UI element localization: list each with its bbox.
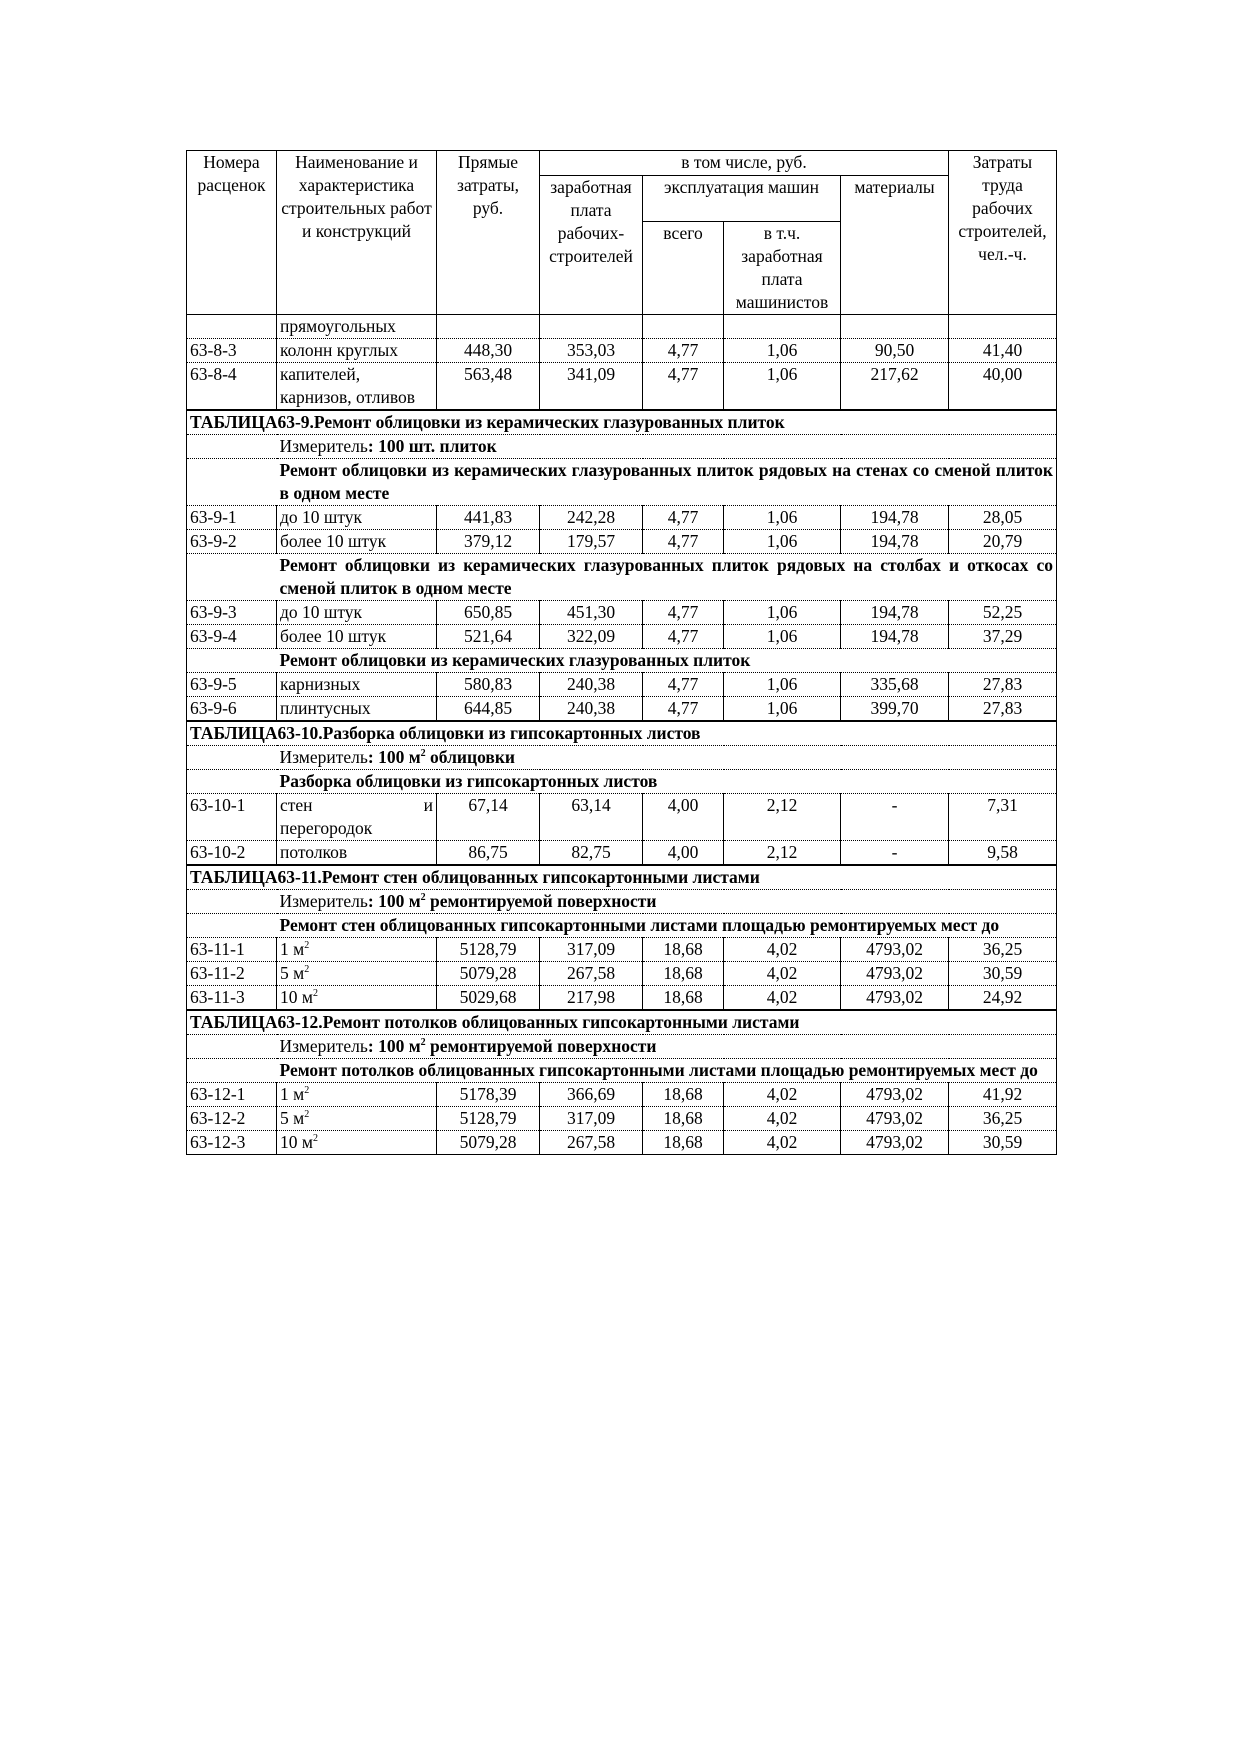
table-row	[187, 1083, 1057, 1107]
group-heading: Ремонт облицовки из керамических глазурованных плиток рядовых на столбах и откосах со сменой плиток в одном месте	[277, 554, 1057, 601]
labor-cell: 9,58	[949, 841, 1057, 866]
measure-unit-tail: облицовки	[425, 747, 515, 767]
machine-total-cell: 18,68	[643, 1107, 724, 1131]
machine-total-cell: 18,68	[643, 1131, 724, 1155]
materials-cell: -	[841, 841, 949, 866]
section-title: ТАБЛИЦА63-12.Ремонт потолков облицованных гипсокартонными листами	[187, 1010, 1057, 1035]
materials-cell: 4793,02	[841, 986, 949, 1011]
direct-costs-cell: 580,83	[437, 673, 540, 697]
area-exponent: 2	[304, 964, 310, 976]
work-name-cell	[277, 1131, 437, 1155]
empty-cell	[187, 1059, 277, 1083]
empty-cell	[187, 649, 277, 673]
work-name-cell	[277, 1107, 437, 1131]
measure-unit-value: : 100 м	[367, 1036, 421, 1056]
rate-code-cell: 63-11-2	[187, 962, 277, 986]
empty-cell	[187, 890, 277, 914]
rate-code-cell: 63-10-2	[187, 841, 277, 866]
measure-unit-row	[187, 1035, 1057, 1059]
machine-total-cell: 18,68	[643, 986, 724, 1011]
work-name-cell: капителей, карнизов, отливов	[277, 363, 437, 411]
table-row	[187, 938, 1057, 962]
table-header	[187, 151, 1057, 315]
machinist-wages-cell: 4,02	[724, 986, 841, 1011]
direct-costs-cell: 5079,28	[437, 1131, 540, 1155]
work-name-cell: более 10 штук	[277, 530, 437, 554]
machine-total-cell: 4,77	[643, 601, 724, 625]
wages-cell: 242,28	[540, 506, 643, 530]
materials-cell: 194,78	[841, 530, 949, 554]
machine-total-cell: 4,77	[643, 673, 724, 697]
section-title: ТАБЛИЦА63-11.Ремонт стен облицованных гипсокартонными листами	[187, 865, 1057, 890]
materials-cell: 217,62	[841, 363, 949, 411]
table-row	[187, 315, 1057, 339]
wages-cell: 317,09	[540, 938, 643, 962]
empty-cell	[187, 435, 277, 459]
work-name-cell	[277, 962, 437, 986]
group-heading-row	[187, 1059, 1057, 1083]
empty-cell	[724, 315, 841, 339]
machinist-wages-cell: 1,06	[724, 673, 841, 697]
group-heading: Ремонт стен облицованных гипсокартонными листами площадью ремонтируемых мест до	[277, 914, 1057, 938]
labor-cell: 24,92	[949, 986, 1057, 1011]
wages-cell: 179,57	[540, 530, 643, 554]
rate-code-cell: 63-9-6	[187, 697, 277, 722]
work-name-cell: прямоугольных	[277, 315, 437, 339]
group-heading: Ремонт потолков облицованных гипсокартонными листами площадью ремонтируемых мест до	[277, 1059, 1057, 1083]
table-body	[187, 315, 1057, 1155]
machinist-wages-cell: 4,02	[724, 1107, 841, 1131]
area-exponent: 2	[304, 1109, 310, 1121]
table-row	[187, 363, 1057, 411]
wages-cell: 63,14	[540, 794, 643, 841]
header-wages: заработная плата рабочих-строителей	[540, 176, 643, 315]
rate-code-cell: 63-9-3	[187, 601, 277, 625]
machinist-wages-cell: 4,02	[724, 962, 841, 986]
measure-unit-value: : 100 м	[367, 747, 421, 767]
rate-code-cell: 63-9-2	[187, 530, 277, 554]
measure-unit-row	[187, 435, 1057, 459]
wages-cell: 217,98	[540, 986, 643, 1011]
labor-cell: 36,25	[949, 1107, 1057, 1131]
machine-total-cell: 4,77	[643, 530, 724, 554]
group-heading-row	[187, 554, 1057, 601]
materials-cell: 194,78	[841, 601, 949, 625]
group-heading-row	[187, 649, 1057, 673]
direct-costs-cell: 5178,39	[437, 1083, 540, 1107]
direct-costs-cell: 650,85	[437, 601, 540, 625]
work-name-cell: потолков	[277, 841, 437, 866]
materials-cell: 194,78	[841, 506, 949, 530]
direct-costs-cell: 67,14	[437, 794, 540, 841]
materials-cell: 4793,02	[841, 962, 949, 986]
machinist-wages-cell: 1,06	[724, 506, 841, 530]
area-value: 10 м	[280, 1132, 313, 1152]
empty-cell	[187, 746, 277, 770]
table-row	[187, 794, 1057, 841]
section-title: ТАБЛИЦА63-9.Ремонт облицовки из керамических глазурованных плиток	[187, 410, 1057, 435]
measure-unit-exponent: 2	[420, 1037, 426, 1049]
machine-total-cell: 4,77	[643, 625, 724, 649]
direct-costs-cell: 521,64	[437, 625, 540, 649]
wages-cell: 317,09	[540, 1107, 643, 1131]
wages-cell: 267,58	[540, 962, 643, 986]
empty-cell	[540, 315, 643, 339]
area-exponent: 2	[312, 1133, 318, 1145]
measure-unit-label: Измеритель	[279, 1036, 368, 1056]
wages-cell: 451,30	[540, 601, 643, 625]
direct-costs-cell: 563,48	[437, 363, 540, 411]
labor-cell: 41,92	[949, 1083, 1057, 1107]
direct-costs-cell: 448,30	[437, 339, 540, 363]
labor-cell: 30,59	[949, 1131, 1057, 1155]
direct-costs-cell: 5128,79	[437, 1107, 540, 1131]
empty-cell	[187, 554, 277, 601]
direct-costs-cell: 644,85	[437, 697, 540, 722]
group-heading: Ремонт облицовки из керамических глазурованных плиток рядовых на стенах со сменой плиток в одном месте	[277, 459, 1057, 506]
group-heading-row	[187, 459, 1057, 506]
materials-cell: 4793,02	[841, 1131, 949, 1155]
labor-cell: 20,79	[949, 530, 1057, 554]
work-name-cell	[277, 1083, 437, 1107]
table-row	[187, 1131, 1057, 1155]
labor-cell: 30,59	[949, 962, 1057, 986]
table-row	[187, 625, 1057, 649]
measure-unit-row	[187, 746, 1057, 770]
area-exponent: 2	[304, 940, 310, 952]
section-title: ТАБЛИЦА63-10.Разборка облицовки из гипсокартонных листов	[187, 721, 1057, 746]
table-row	[187, 506, 1057, 530]
measure-unit-label: Измеритель	[279, 436, 368, 456]
area-value: 10 м	[280, 987, 313, 1007]
rate-code-cell: 63-8-3	[187, 339, 277, 363]
table-row	[187, 1107, 1057, 1131]
labor-cell: 28,05	[949, 506, 1057, 530]
measure-unit	[277, 890, 1057, 914]
header-machine-operation: эксплуатация машин	[643, 176, 841, 222]
rate-code-cell: 63-9-5	[187, 673, 277, 697]
work-name-part: стен	[280, 795, 313, 815]
section-title-row	[187, 721, 1057, 746]
work-name-part: перегородок	[280, 818, 373, 838]
section-title-row	[187, 865, 1057, 890]
materials-cell: 194,78	[841, 625, 949, 649]
work-name-cell: до 10 штук	[277, 601, 437, 625]
machine-total-cell: 4,00	[643, 841, 724, 866]
area-exponent: 2	[312, 988, 318, 1000]
empty-cell	[187, 770, 277, 794]
wages-cell: 353,03	[540, 339, 643, 363]
measure-unit-label: Измеритель	[279, 747, 368, 767]
measure-unit	[277, 746, 1057, 770]
area-value: 1 м	[280, 1084, 305, 1104]
table-row	[187, 962, 1057, 986]
header-direct-costs: Прямые затраты, руб.	[437, 151, 540, 315]
machine-total-cell: 4,77	[643, 506, 724, 530]
area-exponent: 2	[304, 1085, 310, 1097]
measure-unit-tail: ремонтируемой поверхности	[425, 1036, 657, 1056]
empty-cell	[437, 315, 540, 339]
machinist-wages-cell: 4,02	[724, 1083, 841, 1107]
table-row	[187, 601, 1057, 625]
empty-cell	[841, 315, 949, 339]
rate-code-cell: 63-9-4	[187, 625, 277, 649]
measure-unit-tail: ремонтируемой поверхности	[425, 891, 657, 911]
materials-cell: 399,70	[841, 697, 949, 722]
measure-unit-exponent: 2	[420, 892, 426, 904]
machine-total-cell: 4,77	[643, 339, 724, 363]
machine-total-cell: 4,77	[643, 363, 724, 411]
empty-cell	[949, 315, 1057, 339]
machinist-wages-cell: 1,06	[724, 601, 841, 625]
group-heading-row	[187, 914, 1057, 938]
group-heading: Ремонт облицовки из керамических глазурованных плиток	[277, 649, 1057, 673]
machine-total-cell: 18,68	[643, 1083, 724, 1107]
materials-cell: 4793,02	[841, 1107, 949, 1131]
machinist-wages-cell: 4,02	[724, 938, 841, 962]
measure-unit-exponent: 2	[420, 748, 426, 760]
wages-cell: 267,58	[540, 1131, 643, 1155]
work-name-cell: до 10 штук	[277, 506, 437, 530]
work-name-cell: плинтусных	[277, 697, 437, 722]
work-name-cell	[277, 938, 437, 962]
work-name-cell: карнизных	[277, 673, 437, 697]
measure-unit-label: Измеритель	[279, 891, 368, 911]
machine-total-cell: 4,77	[643, 697, 724, 722]
section-title-row	[187, 1010, 1057, 1035]
area-value: 5 м	[280, 963, 305, 983]
machinist-wages-cell: 1,06	[724, 625, 841, 649]
direct-costs-cell: 5029,68	[437, 986, 540, 1011]
wages-cell: 240,38	[540, 673, 643, 697]
group-heading-row	[187, 770, 1057, 794]
machinist-wages-cell: 1,06	[724, 697, 841, 722]
direct-costs-cell: 441,83	[437, 506, 540, 530]
header-rate-number: Номера расценок	[187, 151, 277, 315]
direct-costs-cell: 379,12	[437, 530, 540, 554]
empty-cell	[187, 914, 277, 938]
header-materials: материалы	[841, 176, 949, 315]
header-machine-total: всего	[643, 222, 724, 315]
rate-code-cell: 63-12-1	[187, 1083, 277, 1107]
machinist-wages-cell: 1,06	[724, 339, 841, 363]
rate-code-cell: 63-8-4	[187, 363, 277, 411]
direct-costs-cell: 5079,28	[437, 962, 540, 986]
empty-cell	[187, 315, 277, 339]
labor-cell: 37,29	[949, 625, 1057, 649]
wages-cell: 322,09	[540, 625, 643, 649]
direct-costs-cell: 86,75	[437, 841, 540, 866]
wages-cell: 366,69	[540, 1083, 643, 1107]
measure-unit-value: : 100 м	[367, 891, 421, 911]
labor-cell: 40,00	[949, 363, 1057, 411]
table-row	[187, 673, 1057, 697]
header-including: в том числе, руб.	[540, 151, 949, 176]
labor-cell: 36,25	[949, 938, 1057, 962]
group-heading: Разборка облицовки из гипсокартонных листов	[277, 770, 1057, 794]
table-row	[187, 841, 1057, 866]
labor-cell: 27,83	[949, 697, 1057, 722]
machinist-wages-cell: 1,06	[724, 363, 841, 411]
header-machinist-wages: в т.ч. заработная плата машинистов	[724, 222, 841, 315]
rate-code-cell: 63-10-1	[187, 794, 277, 841]
machinist-wages-cell: 2,12	[724, 841, 841, 866]
section-title-row	[187, 410, 1057, 435]
labor-cell: 27,83	[949, 673, 1057, 697]
work-name-part: и	[423, 795, 433, 815]
materials-cell: 335,68	[841, 673, 949, 697]
machinist-wages-cell: 4,02	[724, 1131, 841, 1155]
rate-code-cell: 63-12-3	[187, 1131, 277, 1155]
materials-cell: 90,50	[841, 339, 949, 363]
machinist-wages-cell: 1,06	[724, 530, 841, 554]
work-name-cell: колонн круглых	[277, 339, 437, 363]
machinist-wages-cell: 2,12	[724, 794, 841, 841]
direct-costs-cell: 5128,79	[437, 938, 540, 962]
measure-unit-value: : 100 шт. плиток	[367, 436, 497, 456]
wages-cell: 240,38	[540, 697, 643, 722]
labor-cell: 7,31	[949, 794, 1057, 841]
machine-total-cell: 18,68	[643, 938, 724, 962]
header-labor-costs: Затраты труда рабочих строителей, чел.-ч.	[949, 151, 1057, 315]
work-name-cell	[277, 986, 437, 1011]
empty-cell	[643, 315, 724, 339]
rate-code-cell: 63-11-3	[187, 986, 277, 1011]
machine-total-cell: 18,68	[643, 962, 724, 986]
area-value: 1 м	[280, 939, 305, 959]
table-row	[187, 339, 1057, 363]
measure-unit	[277, 1035, 1057, 1059]
rate-code-cell: 63-11-1	[187, 938, 277, 962]
materials-cell: -	[841, 794, 949, 841]
empty-cell	[187, 459, 277, 506]
machine-total-cell: 4,00	[643, 794, 724, 841]
labor-cell: 52,25	[949, 601, 1057, 625]
measure-unit	[277, 435, 1057, 459]
work-name-cell	[277, 794, 437, 841]
rate-code-cell: 63-9-1	[187, 506, 277, 530]
empty-cell	[187, 1035, 277, 1059]
measure-unit-row	[187, 890, 1057, 914]
rates-table	[186, 150, 1057, 1155]
table-row	[187, 697, 1057, 722]
table-row	[187, 986, 1057, 1011]
labor-cell: 41,40	[949, 339, 1057, 363]
rate-code-cell: 63-12-2	[187, 1107, 277, 1131]
wages-cell: 82,75	[540, 841, 643, 866]
materials-cell: 4793,02	[841, 1083, 949, 1107]
table-row	[187, 530, 1057, 554]
materials-cell: 4793,02	[841, 938, 949, 962]
work-name-cell: более 10 штук	[277, 625, 437, 649]
area-value: 5 м	[280, 1108, 305, 1128]
wages-cell: 341,09	[540, 363, 643, 411]
header-work-name: Наименование и характеристика строительных работ и конструкций	[277, 151, 437, 315]
